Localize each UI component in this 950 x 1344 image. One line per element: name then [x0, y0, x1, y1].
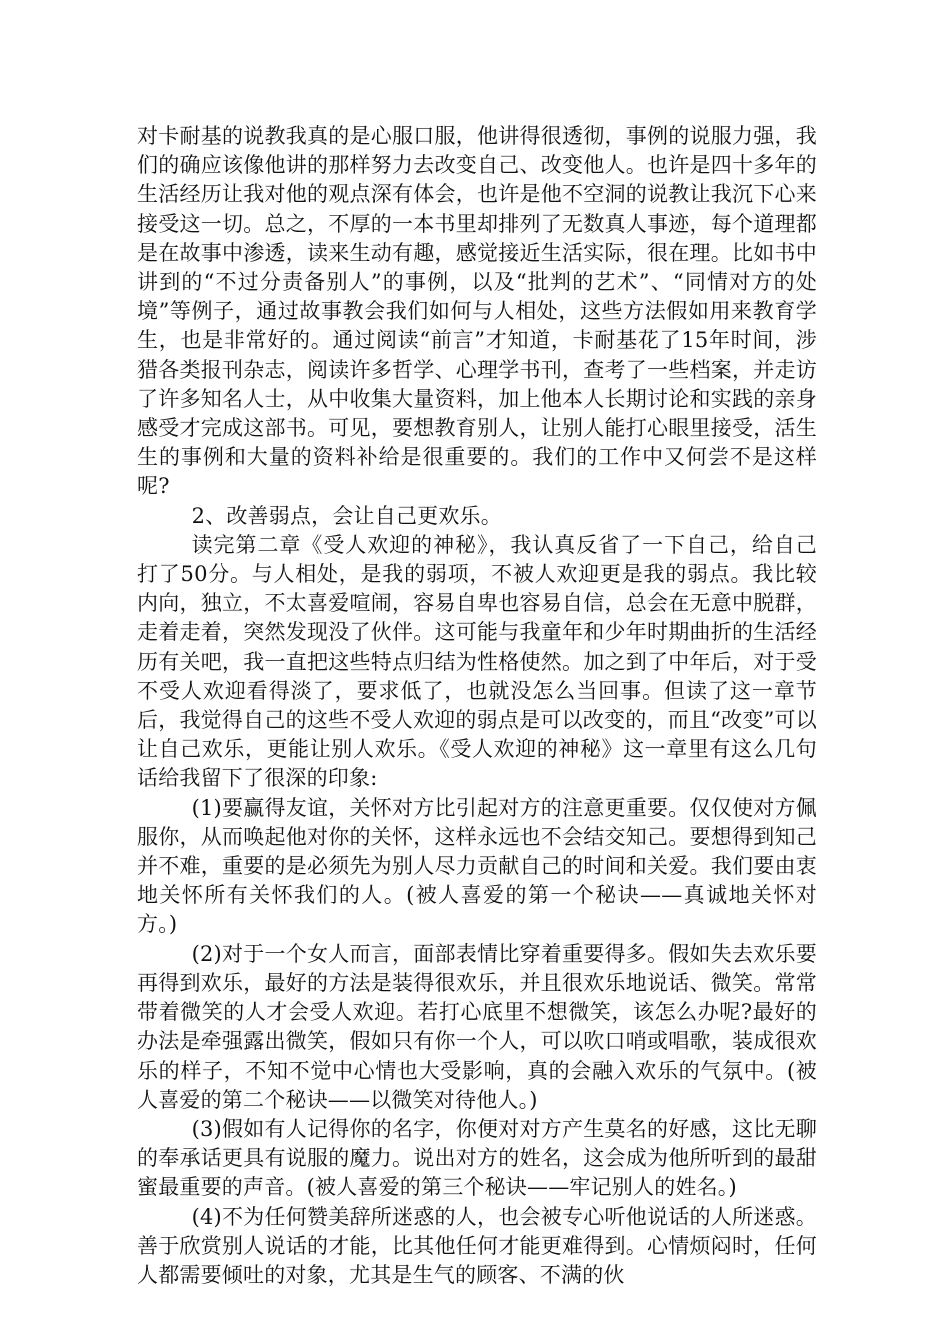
- list-item-secret-four: (4)不为任何赞美辞所迷惑的人，也会被专心听他说话的人所迷惑。善于欣赏别人说话的才能，比其他任何才能更难得到。心情烦闷时，任何人都需要倾吐的对象，尤其是生气的顾客、不满的伙: [137, 1204, 817, 1287]
- paragraph-intro-reflection: 对卡耐基的说教我真的是心服口服，他讲得很透彻，事例的说服力强，我们的确应该像他讲的那样努力去改变自己、改变他人。也许是四十多年的生活经历让我对他的观点深有体会，也许是他不空洞的说教让我沉下心来接受这一切。总之，不厚的一本书里却排列了无数真人事迹，每个道理都是在故事中渗透，读来生动有趣，感觉接近生活实际，很在理。比如书中讲到的“不过分责备别人”的事例，以及“批判的艺术”、“同情对方的处境”等例子，通过故事教会我们如何与人相处，这些方法假如用来教育学生，也是非常好的。通过阅读“前言”才知道，卡耐基花了15年时间，涉猎各类报刊杂志，阅读许多哲学、心理学书刊，查考了一些档案，并走访了许多知名人士，从中收集大量资料，加上他本人长期讨论和实践的亲身感受才完成这部书。可见，要想教育别人，让别人能打心眼里接受，活生生的事例和大量的资料补给是很重要的。我们的工作中又何尝不是这样呢?: [137, 124, 817, 499]
- paragraph-chapter-two-reflection: 读完第二章《受人欢迎的神秘》，我认真反省了一下自己，给自己打了50分。与人相处，是我的弱项，不被人欢迎更是我的弱点。我比较内向，独立，不太喜爱喧闹，容易自卑也容易自信，总会在无意中脱群，走着走着，突然发现没了伙伴。这可能与我童年和少年时期曲折的生活经历有关吧，我一直把这些特点归结为性格使然。加之到了中年后，对于受不受人欢迎看得淡了，要求低了，也就没怎么当回事。但读了这一章节后，我觉得自己的这些不受人欢迎的弱点是可以改变的，而且“改变”可以让自己欢乐，更能让别人欢乐。《受人欢迎的神秘》这一章里有这么几句话给我留下了很深的印象:: [137, 532, 817, 791]
- list-item-secret-one: (1)要赢得友谊，关怀对方比引起对方的注意更重要。仅仅使对方佩服你，从而唤起他对你的关怀，这样永远也不会结交知己。要想得到知己并不难，重要的是必须先为别人尽力贡献自己的时间和关爱。我们要由衷地关怀所有关怀我们的人。(被人喜爱的第一个秘诀——真诚地关怀对方。): [137, 795, 817, 937]
- section-heading-improve-weakness: 2、改善弱点，会让自己更欢乐。: [191, 503, 502, 528]
- list-item-secret-two: (2)对于一个女人而言，面部表情比穿着重要得多。假如失去欢乐要再得到欢乐，最好的方法是装得很欢乐，并且很欢乐地说话、微笑。常常带着微笑的人才会受人欢迎。若打心底里不想微笑，该怎么办呢?最好的办法是牵强露出微笑，假如只有你一个人，可以吹口哨或唱歌，装成很欢乐的样子，不知不觉中心情也大受影响，真的会融入欢乐的气氛中。(被人喜爱的第二个秘诀——以微笑对待他人。): [137, 941, 817, 1112]
- list-item-secret-three: (3)假如有人记得你的名字，你便对对方产生莫名的好感，这比无聊的奉承话更具有说服的魔力。说出对方的姓名，这会成为他所听到的最甜蜜最重要的声音。(被人喜爱的第三个秘诀——牢记别人的姓名。): [137, 1116, 817, 1200]
- body-text: [137, 122, 817, 1290]
